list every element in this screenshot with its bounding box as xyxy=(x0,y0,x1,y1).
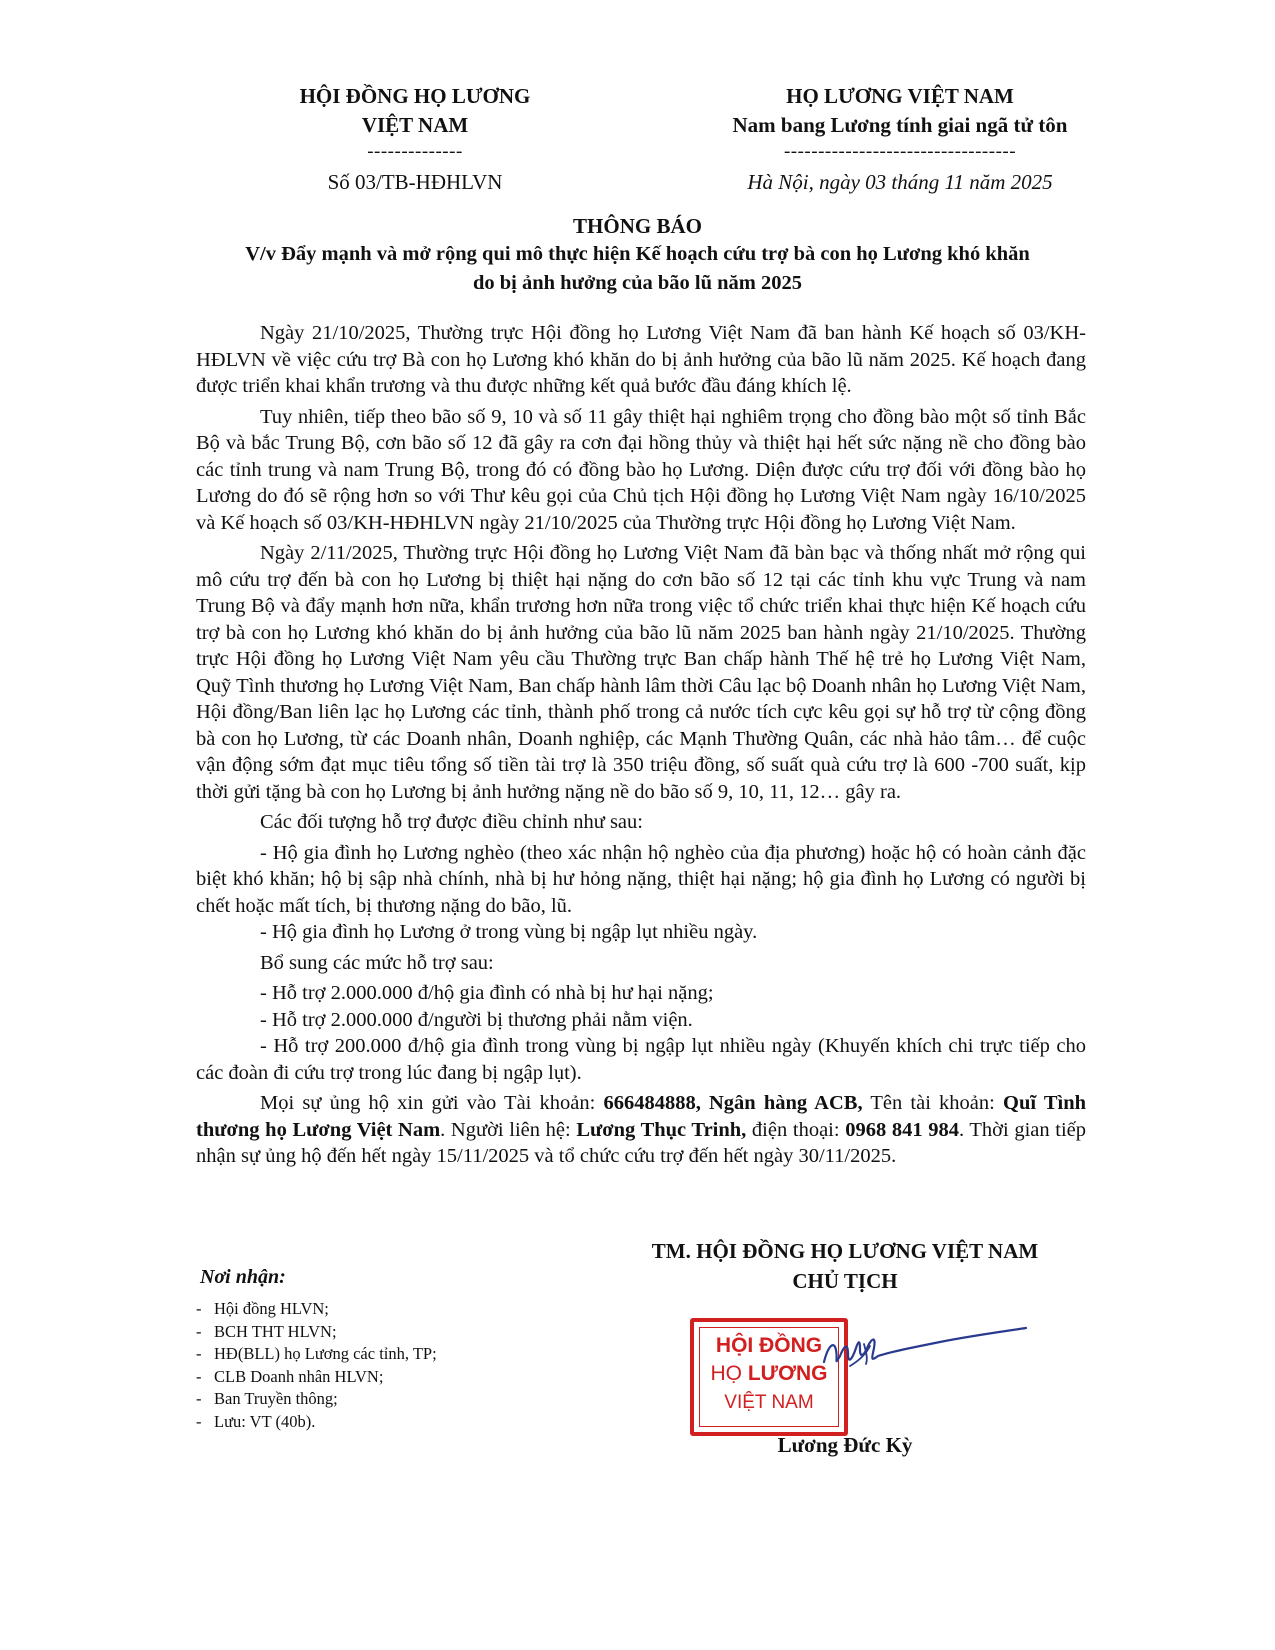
signature-stroke xyxy=(824,1328,1026,1362)
document-date: Hà Nội, ngày 03 tháng 11 năm 2025 xyxy=(747,170,1053,194)
recipients-title: Nơi nhận: xyxy=(200,1266,286,1288)
contact-phone: 0968 841 984 xyxy=(845,1118,959,1141)
recipient-item: - BCH THT HLVN; xyxy=(196,1321,536,1344)
document-subject-line1: V/v Đẩy mạnh và mở rộng qui mô thực hiện Kế hoạch cứu trợ bà con họ Lương khó khăn xyxy=(245,243,1030,265)
signer-name: Lương Đức Kỳ xyxy=(777,1433,913,1457)
stamp-line3: VIỆT NAM xyxy=(724,1392,814,1413)
recipient-item: - Lưu: VT (40b). xyxy=(196,1411,536,1434)
paragraph-6: - Hộ gia đình họ Lương ở trong vùng bị ngập lụt nhiều ngày. xyxy=(260,921,758,943)
stamp-line2-b: LƯƠNG xyxy=(747,1362,828,1385)
signature-org: TM. HỘI ĐỒNG HỌ LƯƠNG VIỆT NAM xyxy=(651,1239,1039,1263)
recipient-item: - CLB Doanh nhân HLVN; xyxy=(196,1366,536,1389)
document-title: THÔNG BÁO xyxy=(573,214,702,238)
document-number: Số 03/TB-HĐHLVN xyxy=(327,170,503,194)
clan-motto: Nam bang Lương tính giai ngã tử tôn xyxy=(732,113,1068,137)
account-text-2: Tên tài khoản: xyxy=(862,1092,1003,1114)
account-number: 666484888, Ngân hàng ACB, xyxy=(603,1092,863,1114)
clan-separator: ---------------------------------- xyxy=(783,141,1017,162)
document-subject-line2: do bị ảnh hưởng của bão lũ năm 2025 xyxy=(473,272,802,294)
account-text-3: . Người liên hệ: xyxy=(440,1118,577,1141)
paragraph-4: Các đối tượng hỗ trợ được điều chỉnh như sau: xyxy=(260,811,643,833)
clan-header xyxy=(680,82,1120,198)
issuer-name-line2: VIỆT NAM xyxy=(361,113,469,137)
recipients-block xyxy=(196,1262,536,1434)
paragraph-9: - Hỗ trợ 2.000.000 đ/người bị thương phải nằm viện. xyxy=(260,1008,693,1031)
paragraph-2: Tuy nhiên, tiếp theo bão số 9, 10 và số 11 gây thiệt hại nghiêm trọng cho đồng bào một số tỉnh Bắc Bộ và bắc Trung Bộ, cơn bão số 12 đã gây ra cơn đại hồng thủy và thiệt hại hết sức nặng nề cho đồng bào các tỉnh trung và nam Trung Bộ, trong đó có đồng bào họ Lương. Diện được cứu trợ đối với đồng bào họ Lương do đó sẽ rộng hơn so với Thư kêu gọi của Chủ tịch Hội đồng họ Lương Việt Nam ngày 16/10/2025 và Kế hoạch số 03/KH-HĐHLVN ngày 21/10/2025 của Thường trực Hội đồng họ Lương Việt Nam. xyxy=(196,405,1086,534)
clan-name: HỌ LƯƠNG VIỆT NAM xyxy=(786,84,1014,108)
paragraph-1: Ngày 21/10/2025, Thường trực Hội đồng họ Lương Việt Nam đã ban hành Kế hoạch số 03/KH-HĐLVN về việc cứu trợ Bà con họ Lương khó khăn do bị ảnh hưởng của bão lũ năm 2025. Kế hoạch đang được triển khai khẩn trương và thu được những kết quả bước đầu đáng khích lệ. xyxy=(196,322,1086,397)
contact-name: Lương Thục Trinh, xyxy=(576,1118,747,1141)
paragraph-3: Ngày 2/11/2025, Thường trực Hội đồng họ Lương Việt Nam đã bàn bạc và thống nhất mở rộng qui mô cứu trợ đến bà con họ Lương bị thiệt hại nặng do cơn bão số 12 tại các tỉnh khu vực Trung và nam Trung Bộ và đẩy mạnh hơn nữa, khẩn trương hơn nữa trong việc tổ chức triển khai thực hiện Kế hoạch cứu trợ bà con họ Lương khó khăn do bị ảnh hưởng của bão lũ năm 2025 ban hành ngày 21/10/2025. Thường trực Hội đồng họ Lương Việt Nam yêu cầu Thường trực Ban chấp hành Thế hệ trẻ họ Lương Việt Nam, Quỹ Tình thương họ Lương Việt Nam, Ban chấp hành lâm thời Câu lạc bộ Doanh nhân họ Lương Việt Nam, Hội đồng/Ban liên lạc họ Lương các tỉnh, thành phố trong cả nước tích cực kêu gọi sự hỗ trợ từ cộng đồng bà con họ Lương, từ các Doanh nhân, Doanh nghiệp, các Mạnh Thường Quân, các nhà hảo tâm… để cuộc vận động sớm đạt mục tiêu tổng số tiền tài trợ là 350 triệu đồng, số suất quà cứu trợ là 600 -700 suất, kịp thời gửi tặng bà con họ Lương bị ảnh hưởng nặng nề do bão số 9, 10, 11, 12… gây ra. xyxy=(196,542,1086,803)
account-text-4: điện thoại: xyxy=(746,1118,846,1141)
account-name: Quĩ Tình thương họ Lương Việt Nam xyxy=(196,1092,1086,1141)
stamp-line1: HỘI ĐỒNG xyxy=(715,1334,823,1357)
paragraph-7: Bổ sung các mức hỗ trợ sau: xyxy=(260,951,494,974)
document-title-block xyxy=(190,212,1085,298)
signature-header xyxy=(620,1236,1070,1296)
account-text-1: Mọi sự ủng hộ xin gửi vào Tài khoản: xyxy=(260,1092,604,1114)
issuer-header xyxy=(250,82,580,198)
document-body xyxy=(196,320,1086,1174)
signature-role: CHỦ TỊCH xyxy=(792,1269,898,1293)
account-text-5: . Thời gian tiếp nhận sự ủng hộ đến hết ngày 15/11/2025 và tổ chức cứu trợ đến hết ngày 30/11/2025. xyxy=(196,1118,1086,1167)
recipients-list xyxy=(196,1298,536,1434)
paragraph-8: - Hỗ trợ 2.000.000 đ/hộ gia đình có nhà bị hư hại nặng; xyxy=(260,982,714,1004)
paragraph-11 xyxy=(196,1090,1086,1170)
recipient-item: - Hội đồng HLVN; xyxy=(196,1298,536,1321)
issuer-name-line1: HỘI ĐỒNG HỌ LƯƠNG xyxy=(299,84,531,108)
handwritten-signature xyxy=(820,1316,1030,1386)
recipient-item: - Ban Truyền thông; xyxy=(196,1388,536,1411)
paragraph-5: - Hộ gia đình họ Lương nghèo (theo xác nhận hộ nghèo của địa phương) hoặc hộ có hoàn cảnh đặc biệt khó khăn; hộ bị sập nhà chính, nhà bị hư hỏng nặng, thiệt hại nặng; hộ gia đình họ Lương có người bị chết hoặc mất tích, bị thương nặng do bão, lũ. xyxy=(196,841,1086,917)
paragraph-10: - Hỗ trợ 200.000 đ/hộ gia đình trong vùng bị ngập lụt nhiều ngày (Khuyến khích chi trực tiếp cho các đoàn đi cứu trợ trong lúc đang bị ngập lụt). xyxy=(196,1035,1086,1084)
issuer-separator: -------------- xyxy=(367,141,463,162)
stamp-line2-a: HỌ xyxy=(710,1362,748,1385)
recipient-item: - HĐ(BLL) họ Lương các tỉnh, TP; xyxy=(196,1343,536,1366)
